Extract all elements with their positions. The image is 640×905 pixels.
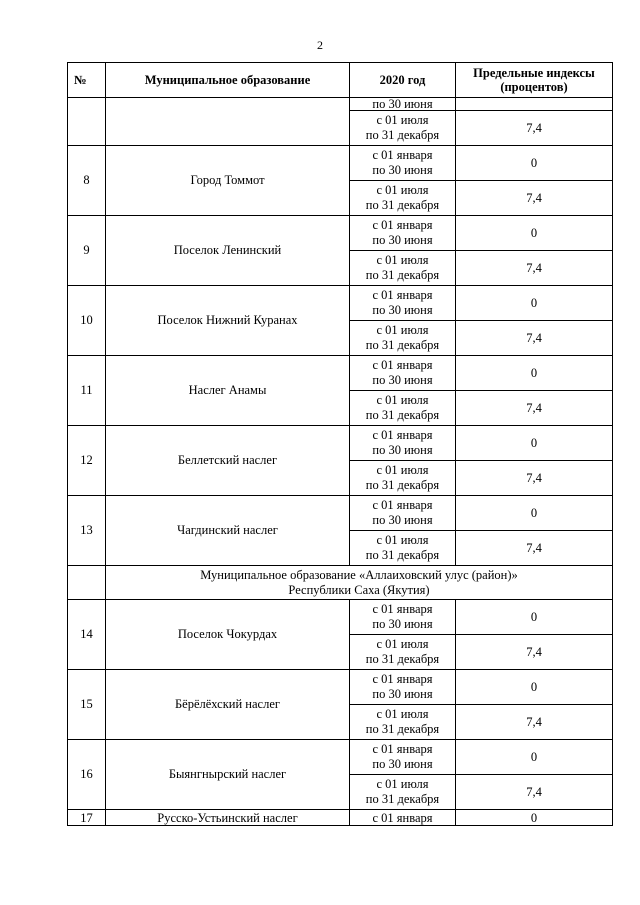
- table-row: [68, 216, 613, 251]
- index-first-half: 0: [456, 810, 613, 826]
- period-line: по 31 декабря: [365, 408, 440, 422]
- municipality-name: Русско-Устьинский наслег: [106, 810, 350, 826]
- table-row: [68, 286, 613, 321]
- period-line: по 30 июня: [372, 757, 433, 771]
- table-row: [68, 146, 613, 181]
- municipality-name: Поселок Чокурдах: [106, 600, 350, 670]
- index-second-half: 7,4: [456, 181, 613, 216]
- period-line: по 30 июня: [372, 687, 433, 701]
- row-number: 10: [68, 286, 106, 356]
- page-number: 2: [317, 38, 323, 52]
- period-second-half: [350, 531, 456, 566]
- period-second-half: [350, 251, 456, 286]
- period-first-half: [350, 600, 456, 635]
- period-second-half: [350, 635, 456, 670]
- header-index: Предельные индексы (процентов): [456, 63, 613, 98]
- row-number: 17: [68, 810, 106, 826]
- period-first-half: [350, 286, 456, 321]
- period-line: с 01 июля: [376, 463, 429, 477]
- continuation-period-cell: по 30 июня: [350, 98, 456, 111]
- period-line: по 30 июня: [372, 163, 433, 177]
- continuation-number-cell: [68, 98, 106, 146]
- period-line: с 01 июля: [376, 183, 429, 197]
- period-line: с 01 июля: [376, 393, 429, 407]
- period-first-half: [350, 426, 456, 461]
- table-row: [68, 600, 613, 635]
- period-second-half: [350, 705, 456, 740]
- municipality-name: Наслег Анамы: [106, 356, 350, 426]
- period-first-half: [350, 356, 456, 391]
- period-first-half: [350, 670, 456, 705]
- index-first-half: 0: [456, 740, 613, 775]
- period-line: с 01 января: [372, 358, 433, 372]
- period-line: по 31 декабря: [365, 652, 440, 666]
- period-second-half: [350, 321, 456, 356]
- index-second-half: 7,4: [456, 531, 613, 566]
- period-line: по 30 июня: [372, 513, 433, 527]
- section-line: Муниципальное образование «Аллаиховский улус (район)»: [200, 567, 518, 582]
- municipality-name: Беллетский наслег: [106, 426, 350, 496]
- period-second-half: [350, 181, 456, 216]
- section-title: [106, 566, 613, 600]
- index-second-half: 7,4: [456, 635, 613, 670]
- period-line: с 01 января: [372, 288, 433, 302]
- index-first-half: 0: [456, 286, 613, 321]
- period-line: по 31 декабря: [365, 198, 440, 212]
- period-line: по 30 июня: [372, 373, 433, 387]
- period-line: с 01 января: [372, 602, 433, 616]
- index-second-half: 7,4: [456, 321, 613, 356]
- continuation-row: [68, 98, 613, 111]
- period-line: по 30 июня: [372, 617, 433, 631]
- index-first-half: 0: [456, 426, 613, 461]
- period-line: с 01 июля: [376, 777, 429, 791]
- period-line: по 31 декабря: [365, 792, 440, 806]
- period-second-half: [350, 461, 456, 496]
- period-first-half: [350, 146, 456, 181]
- row-number: 16: [68, 740, 106, 810]
- period-first-half: [350, 216, 456, 251]
- period-line: с 01 июля: [376, 323, 429, 337]
- period-first-half: с 01 января: [350, 810, 456, 826]
- continuation-second-value: 7,4: [456, 111, 613, 146]
- header-year: 2020 год: [350, 63, 456, 98]
- section-empty-cell: [68, 566, 106, 600]
- continuation-second-period: [350, 111, 456, 146]
- period-line: по 31 декабря: [365, 338, 440, 352]
- period-first-half: [350, 740, 456, 775]
- period-line: с 01 января: [372, 218, 433, 232]
- section-line: Республики Саха (Якутия): [288, 582, 430, 597]
- period-line: по 30 июня: [372, 443, 433, 457]
- period-line: с 01 июля: [376, 113, 429, 127]
- period-line: по 31 декабря: [365, 128, 440, 142]
- section-header-row: [68, 566, 613, 600]
- municipality-name: Быянгнырский наслег: [106, 740, 350, 810]
- index-first-half: 0: [456, 146, 613, 181]
- period-line: по 30 июня: [372, 233, 433, 247]
- index-second-half: 7,4: [456, 775, 613, 810]
- header-number: №: [68, 63, 106, 98]
- tariff-index-table: [67, 62, 613, 826]
- municipality-name: Город Томмот: [106, 146, 350, 216]
- table-row: [68, 496, 613, 531]
- period-line: с 01 января: [372, 428, 433, 442]
- row-number: 9: [68, 216, 106, 286]
- period-line: с 01 июля: [376, 637, 429, 651]
- period-line: с 01 июля: [376, 707, 429, 721]
- row-number: 8: [68, 146, 106, 216]
- period-line: с 01 июля: [376, 533, 429, 547]
- continuation-value-cell: [456, 98, 613, 111]
- index-first-half: 0: [456, 600, 613, 635]
- municipality-name: Поселок Ленинский: [106, 216, 350, 286]
- period-line: по 31 декабря: [365, 548, 440, 562]
- index-second-half: 7,4: [456, 251, 613, 286]
- index-second-half: 7,4: [456, 705, 613, 740]
- municipality-name: Бёрёлёхский наслег: [106, 670, 350, 740]
- table-row: [68, 810, 613, 826]
- period-first-half: [350, 496, 456, 531]
- period-line: по 31 декабря: [365, 722, 440, 736]
- row-number: 14: [68, 600, 106, 670]
- continuation-name-cell: [106, 98, 350, 146]
- municipality-name: Поселок Нижний Куранах: [106, 286, 350, 356]
- period-line: с 01 января: [372, 498, 433, 512]
- row-number: 12: [68, 426, 106, 496]
- table-row: [68, 670, 613, 705]
- table-row: [68, 426, 613, 461]
- index-second-half: 7,4: [456, 461, 613, 496]
- index-first-half: 0: [456, 216, 613, 251]
- period-second-half: [350, 775, 456, 810]
- row-number: 15: [68, 670, 106, 740]
- period-line: с 01 января: [372, 742, 433, 756]
- index-first-half: 0: [456, 670, 613, 705]
- period-line: по 31 декабря: [365, 268, 440, 282]
- index-first-half: 0: [456, 496, 613, 531]
- table-row: [68, 740, 613, 775]
- period-line: с 01 января: [372, 148, 433, 162]
- table-header-row: [68, 63, 613, 98]
- period-line: с 01 июля: [376, 253, 429, 267]
- index-first-half: 0: [456, 356, 613, 391]
- row-number: 13: [68, 496, 106, 566]
- index-second-half: 7,4: [456, 391, 613, 426]
- period-line: с 01 января: [372, 672, 433, 686]
- period-second-half: [350, 391, 456, 426]
- header-municipality: Муниципальное образование: [106, 63, 350, 98]
- period-line: по 31 декабря: [365, 478, 440, 492]
- table-row: [68, 356, 613, 391]
- municipality-name: Чагдинский наслег: [106, 496, 350, 566]
- period-line: по 30 июня: [372, 303, 433, 317]
- row-number: 11: [68, 356, 106, 426]
